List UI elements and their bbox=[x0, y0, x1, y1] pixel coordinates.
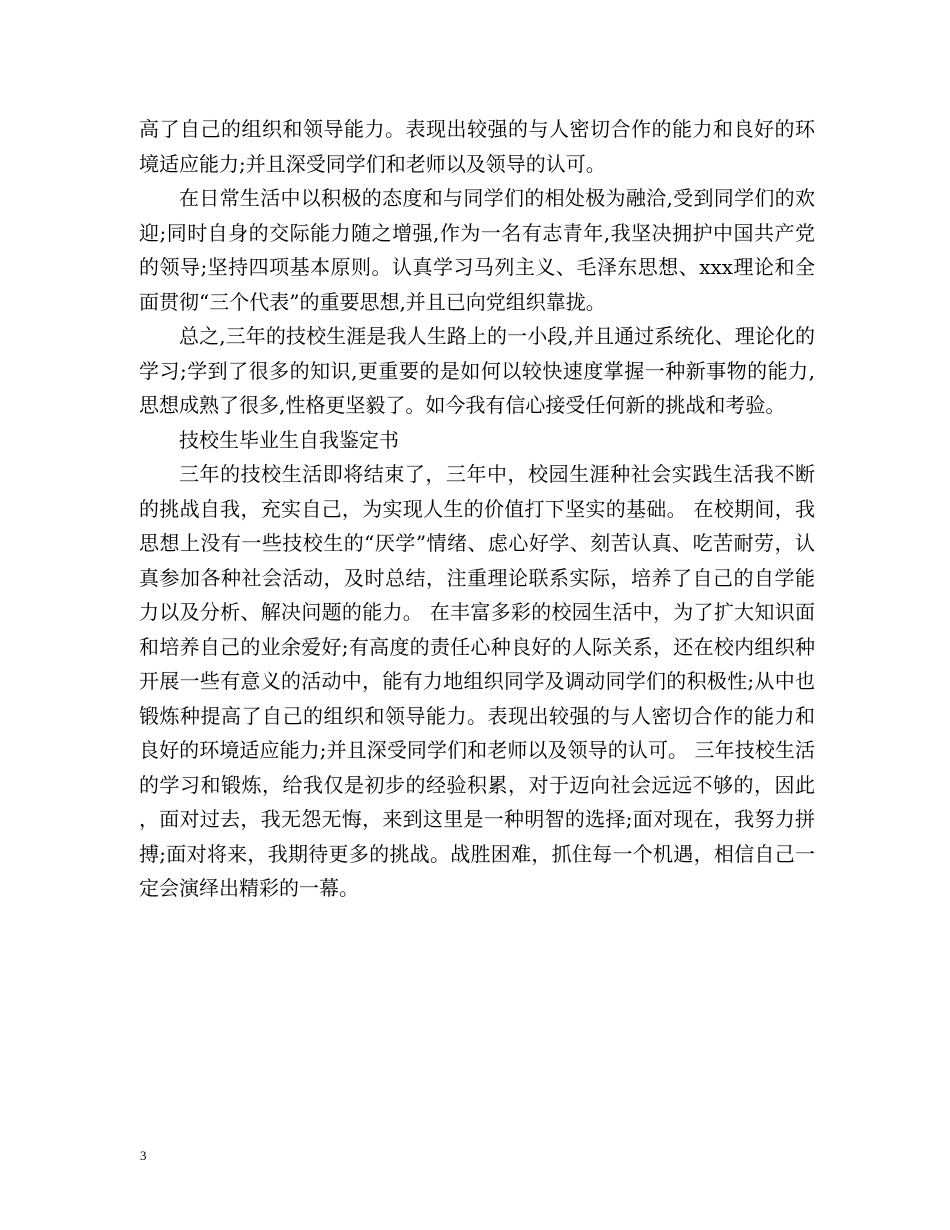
paragraph-continuation: 高了自己的组织和领导能力。表现出较强的与人密切合作的能力和良好的环境适应能力;并且深受同学们和老师以及领导的认可。 bbox=[139, 117, 815, 176]
page-number: 3 bbox=[140, 1148, 147, 1163]
paragraph-self-appraisal: 三年的技校生活即将结束了，三年中，校园生涯种社会实践生活我不断的挑战自我，充实自己，为实现人生的价值打下坚实的基础。 在校期间，我思想上没有一些技校生的“厌学”情绪、虑心好学、刻苦认真、吃苦耐劳，认真参加各种社会活动，及时总结，注重理论联系实际，培养了自己的自学能力以及分析、解决问题的能力。 在丰富多彩的校园生活中，为了扩大知识面和培养自己的业余爱好;有高度的责任心种良好的人际关系，还在校内组织种开展一些有意义的活动中，能有力地组织同学及调动同学们的积极性;从中也锻炼种提高了自己的组织和领导能力。表现出较强的与人密切合作的能力和良好的环境适应能力;并且深受同学们和老师以及领导的认可。 三年技校生活的学习和锻炼，给我仅是初步的经验积累，对于迈向社会远远不够的，因此，面对过去，我无怨无悔，来到这里是一种明智的选择;面对现在，我努力拼搏;面对将来，我期待更多的挑战。战胜困难，抓住每一个机遇，相信自己一定会演绎出精彩的一幕。 bbox=[139, 462, 815, 900]
section-title: 技校生毕业生自我鉴定书 bbox=[179, 427, 399, 452]
document-body bbox=[139, 112, 815, 906]
paragraph-summary: 总之,三年的技校生涯是我人生路上的一小段,并且通过系统化、理论化的学习;学到了很多的知识,更重要的是如何以较快速度掌握一种新事物的能力,思想成熟了很多,性格更坚毅了。如今我有信心接受任何新的挑战和考验。 bbox=[139, 324, 815, 417]
paragraph-daily-life: 在日常生活中以积极的态度和与同学们的相处极为融洽,受到同学们的欢迎;同时自身的交际能力随之增强,作为一名有志青年,我坚决拥护中国共产党的领导;坚持四项基本原则。认真学习马列主义、毛泽东思想、xxx理论和全面贯彻“三个代表”的重要思想,并且已向党组织靠拢。 bbox=[139, 186, 815, 314]
